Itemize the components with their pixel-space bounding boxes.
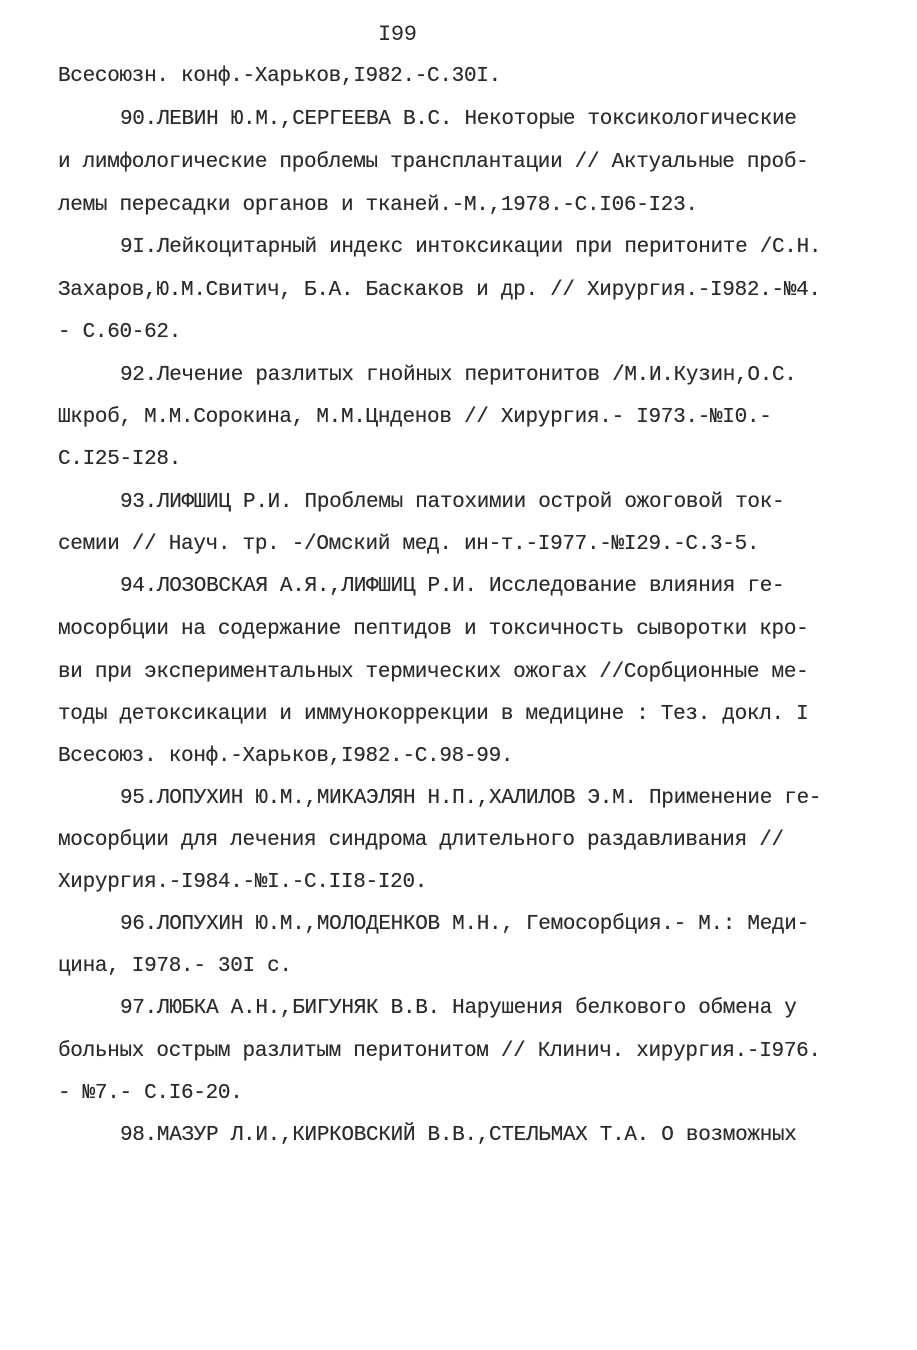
- reference-92-line-1: 92.Лечение разлитых гнойных перитонитов /М.И.Кузин,О.С.: [120, 364, 797, 387]
- reference-96-line-1: 96.ЛОПУХИН Ю.М.,МОЛОДЕНКОВ М.Н., Гемосорбция.- М.: Меди-: [120, 913, 809, 936]
- reference-95-line-3: Хирургия.-I984.-№I.-С.II8-I20.: [58, 871, 428, 894]
- reference-90-line-2: и лимфологические проблемы трансплантации // Актуальные проб-: [58, 151, 809, 174]
- reference-96-line-2: цина, I978.- 30I с.: [58, 955, 292, 978]
- reference-91-line-3: - С.60-62.: [58, 321, 182, 344]
- reference-92-line-2: Шкроб, М.М.Сорокина, М.М.Цнденов // Хирургия.- I973.-№I0.-: [58, 406, 772, 429]
- reference-91-line-2: Захаров,Ю.М.Свитич, Б.А. Баскаков и др. // Хирургия.-I982.-№4.: [58, 279, 821, 302]
- reference-97-line-1: 97.ЛЮБКА А.Н.,БИГУНЯК В.В. Нарушения белкового обмена у: [120, 997, 797, 1020]
- reference-94-line-2: мосорбции на содержание пептидов и токсичность сыворотки кро-: [58, 618, 809, 641]
- reference-94-line-4: тоды детоксикации и иммунокоррекции в медицине : Тез. докл. I: [58, 703, 809, 726]
- reference-94-line-1: 94.ЛОЗОВСКАЯ А.Я.,ЛИФШИЦ Р.И. Исследование влияния ге-: [120, 575, 785, 598]
- reference-97-line-3: - №7.- С.I6-20.: [58, 1082, 243, 1105]
- reference-92-line-3: С.I25-I28.: [58, 448, 182, 471]
- reference-90-line-3: лемы пересадки органов и тканей.-М.,1978.-С.I06-I23.: [58, 194, 698, 217]
- reference-95-line-1: 95.ЛОПУХИН Ю.М.,МИКАЭЛЯН Н.П.,ХАЛИЛОВ Э.М. Применение ге-: [120, 787, 822, 810]
- reference-93-line-2: семии // Науч. тр. -/Омский мед. ин-т.-I977.-№I29.-С.3-5.: [58, 533, 760, 556]
- reference-94-line-3: ви при экспериментальных термических ожогах //Сорбционные ме-: [58, 661, 809, 684]
- reference-98-line-1: 98.МАЗУР Л.И.,КИРКОВСКИЙ В.В.,СТЕЛЬМАХ Т.А. О возможных: [120, 1124, 797, 1147]
- reference-97-line-2: больных острым разлитым перитонитом // Клинич. хирургия.-I976.: [58, 1040, 821, 1063]
- reference-93-line-1: 93.ЛИФШИЦ Р.И. Проблемы патохимии острой ожоговой ток-: [120, 491, 785, 514]
- text-line: Всесоюзн. конф.-Харьков,I982.-С.30I.: [58, 65, 501, 88]
- page-number: I99: [378, 22, 417, 47]
- reference-91-line-1: 9I.Лейкоцитарный индекс интоксикации при перитоните /С.Н.: [120, 236, 822, 259]
- reference-95-line-2: мосорбции для лечения синдрома длительного раздавливания //: [58, 829, 784, 852]
- reference-94-line-5: Всесоюз. конф.-Харьков,I982.-С.98-99.: [58, 745, 514, 768]
- reference-90-line-1: 90.ЛЕВИН Ю.М.,СЕРГЕЕВА В.С. Некоторые токсикологические: [120, 108, 797, 131]
